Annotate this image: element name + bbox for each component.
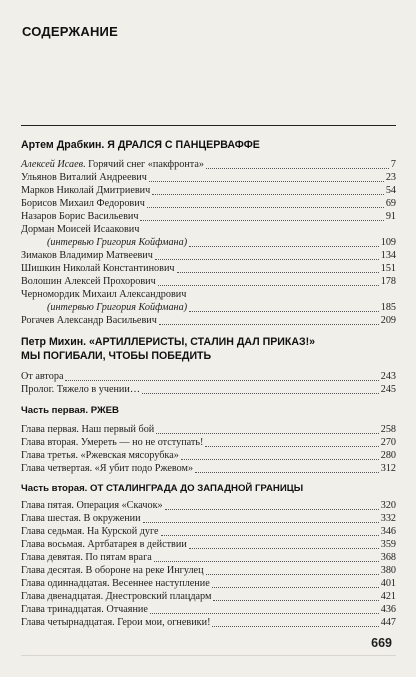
entry-label: Глава шестая. В окружении <box>21 513 141 524</box>
entry-label: Глава двенадцатая. Днестровский плацдарм <box>21 591 212 602</box>
entry-label: Глава третья. «Ржевская мясорубка» <box>21 450 179 461</box>
toc-entry <box>21 437 396 449</box>
leader-dots <box>181 459 379 460</box>
entry-page: 312 <box>380 463 396 474</box>
leader-dots <box>155 259 379 260</box>
entry-label: Глава вторая. Умереть — но не отступать! <box>21 437 204 448</box>
leader-dots <box>206 574 379 575</box>
part-title: Часть вторая. ОТ СТАЛИНГРАДА ДО ЗАПАДНОЙ ГРАНИЦЫ <box>21 483 304 494</box>
entry-label: Глава восьмая. Артбатарея в действии <box>21 539 187 550</box>
toc-entry <box>21 159 396 171</box>
leader-dots <box>147 207 384 208</box>
entry-label: Глава четырнадцатая. Герои мои, огневики! <box>21 617 211 628</box>
leader-dots <box>189 311 379 312</box>
leader-dots <box>165 509 379 510</box>
leader-dots <box>140 220 383 221</box>
entry-label: Шишкин Николай Константинович <box>21 263 175 274</box>
leader-dots <box>161 535 379 536</box>
entry-page: 23 <box>385 172 396 183</box>
leader-dots <box>154 561 379 562</box>
leader-dots <box>143 522 379 523</box>
entry-page: 380 <box>380 565 396 576</box>
entry-page: 421 <box>380 591 396 602</box>
section-title: Артем Драбкин. Я ДРАЛСЯ С ПАНЦЕРВАФФЕ <box>21 139 260 151</box>
toc-entry <box>21 315 396 327</box>
leader-dots <box>65 380 378 381</box>
page-number: 669 <box>371 636 392 650</box>
leader-dots <box>205 446 378 447</box>
toc-entry <box>21 450 396 462</box>
divider <box>21 125 396 126</box>
entry-label: (интервью Григория Койфмана) <box>47 237 188 248</box>
entry-label: Глава седьмая. На Курской дуге <box>21 526 159 537</box>
entry-page: 109 <box>380 237 396 248</box>
entry-page: 209 <box>380 315 396 326</box>
entry-label: Зимаков Владимир Матвеевич <box>21 250 153 261</box>
entry-page: 91 <box>385 211 396 222</box>
toc-entry <box>21 198 396 210</box>
toc-entry <box>21 384 396 396</box>
entry-page: 447 <box>380 617 396 628</box>
entry-label: Ульянов Виталий Андреевич <box>21 172 147 183</box>
leader-dots <box>149 181 384 182</box>
toc-entry <box>21 591 396 603</box>
leader-dots <box>212 587 379 588</box>
toc-entry <box>21 604 396 616</box>
entry-label: Глава тринадцатая. Отчаяние <box>21 604 148 615</box>
entry-label: Глава одиннадцатая. Весеннее наступление <box>21 578 210 589</box>
toc-entry <box>21 237 396 249</box>
bottom-divider <box>21 655 396 656</box>
toc-entry <box>21 250 396 262</box>
entry-page: 270 <box>380 437 396 448</box>
entry-page: 243 <box>380 371 396 382</box>
entry-page: 401 <box>380 578 396 589</box>
entry-page: 359 <box>380 539 396 550</box>
toc-entry <box>21 565 396 577</box>
entry-page: 368 <box>380 552 396 563</box>
toc-entry <box>21 617 396 629</box>
leader-dots <box>195 472 379 473</box>
leader-dots <box>189 548 379 549</box>
entry-label: Назаров Борис Васильевич <box>21 211 139 222</box>
entry-label: Глава четвертая. «Я убит подо Ржевом» <box>21 463 194 474</box>
entry-label: От автора <box>21 371 64 382</box>
entry-page: 436 <box>380 604 396 615</box>
toc-entry <box>21 211 396 223</box>
entry-label: Глава первая. Наш первый бой <box>21 424 155 435</box>
toc-entry <box>21 276 396 288</box>
toc-entry <box>21 424 396 436</box>
entry-page: 332 <box>380 513 396 524</box>
entry-page: 320 <box>380 500 396 511</box>
toc-entry <box>21 172 396 184</box>
page-title: СОДЕРЖАНИЕ <box>22 24 118 39</box>
part-title: Часть первая. РЖЕВ <box>21 405 119 416</box>
leader-dots <box>152 194 384 195</box>
entry-label: Глава девятая. По пятам врага <box>21 552 152 563</box>
entry-label: Глава пятая. Операция «Скачок» <box>21 500 163 511</box>
toc-entry <box>21 526 396 538</box>
toc-entry <box>21 302 396 314</box>
entry-page: 185 <box>380 302 396 313</box>
leader-dots <box>159 324 379 325</box>
entry-label: Глава десятая. В обороне на реке Ингулец <box>21 565 204 576</box>
toc-entry <box>21 500 396 512</box>
entry-page: 245 <box>380 384 396 395</box>
entry-page: 7 <box>390 159 396 170</box>
leader-dots <box>206 168 389 169</box>
leader-dots <box>158 285 379 286</box>
leader-dots <box>212 626 378 627</box>
toc-entry <box>21 263 396 275</box>
toc-entry <box>21 539 396 551</box>
leader-dots <box>189 246 379 247</box>
entry-page: 134 <box>380 250 396 261</box>
entry-label: Марков Николай Дмитриевич <box>21 185 151 196</box>
section-title-line2: МЫ ПОГИБАЛИ, ЧТОБЫ ПОБЕДИТЬ <box>21 350 212 362</box>
entry-author: Алексей Исаев <box>21 159 84 170</box>
toc-entry <box>21 371 396 383</box>
entry-page: 280 <box>380 450 396 461</box>
entry-page: 258 <box>380 424 396 435</box>
entry-label: Рогачев Александр Васильевич <box>21 315 157 326</box>
leader-dots <box>156 433 378 434</box>
entry-page: 151 <box>380 263 396 274</box>
entry-label: . Горячий снег «пакфронта» <box>83 159 204 170</box>
entry-label: Пролог. Тяжело в учении… <box>21 384 141 395</box>
toc-entry <box>21 185 396 197</box>
toc-entry <box>21 552 396 564</box>
leader-dots <box>142 393 379 394</box>
leader-dots <box>213 600 378 601</box>
toc-entry <box>21 463 396 475</box>
toc-entry <box>21 513 396 525</box>
entry-label: Дорман Моисей Исаакович <box>21 224 140 235</box>
entry-page: 346 <box>380 526 396 537</box>
entry-label: Борисов Михаил Федорович <box>21 198 145 209</box>
entry-page: 178 <box>380 276 396 287</box>
section-title: Петр Михин. «АРТИЛЛЕРИСТЫ, СТАЛИН ДАЛ ПРИКАЗ!» <box>21 336 316 348</box>
toc-entry <box>21 578 396 590</box>
entry-label: Черномордик Михаил Александрович <box>21 289 187 300</box>
entry-label: Волошин Алексей Прохорович <box>21 276 156 287</box>
leader-dots <box>150 613 379 614</box>
leader-dots <box>177 272 379 273</box>
entry-page: 69 <box>385 198 396 209</box>
entry-page: 54 <box>385 185 396 196</box>
entry-label: (интервью Григория Койфмана) <box>47 302 188 313</box>
